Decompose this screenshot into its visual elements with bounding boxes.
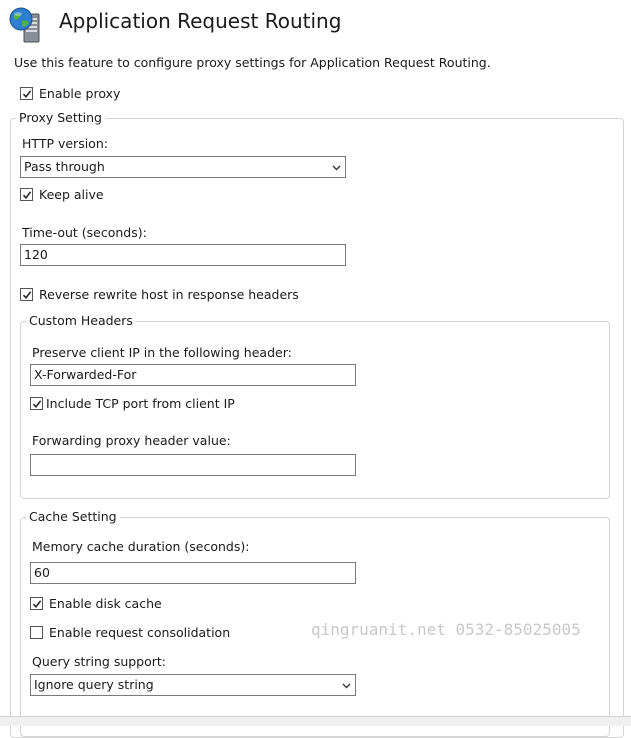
reverse-rewrite-checkbox-box[interactable] bbox=[20, 288, 33, 301]
watermark-text: qingruanit.net 0532-85025005 bbox=[311, 620, 581, 639]
keep-alive-checkbox-box[interactable] bbox=[20, 188, 33, 201]
query-string-value: Ignore query string bbox=[34, 677, 154, 692]
enable-disk-cache-checkbox[interactable] bbox=[30, 596, 162, 611]
preserve-ip-input[interactable]: X-Forwarded-For bbox=[30, 364, 356, 386]
cache-setting-legend: Cache Setting bbox=[26, 509, 120, 524]
page-title: Application Request Routing bbox=[59, 9, 342, 33]
enable-proxy-checkbox-box[interactable] bbox=[20, 87, 33, 100]
enable-proxy-checkbox[interactable] bbox=[20, 86, 120, 101]
timeout-label: Time-out (seconds): bbox=[22, 225, 147, 240]
memory-cache-duration-input[interactable]: 60 bbox=[30, 562, 356, 584]
enable-disk-cache-label: Enable disk cache bbox=[49, 596, 162, 611]
query-string-select[interactable] bbox=[30, 674, 356, 696]
proxy-setting-legend: Proxy Setting bbox=[16, 110, 105, 125]
memory-cache-duration-label: Memory cache duration (seconds): bbox=[32, 539, 250, 554]
chevron-down-icon bbox=[332, 163, 341, 172]
enable-request-consolidation-checkbox[interactable] bbox=[30, 625, 230, 640]
custom-headers-legend: Custom Headers bbox=[26, 313, 136, 328]
checkmark-icon bbox=[22, 290, 32, 300]
query-string-label: Query string support: bbox=[32, 654, 167, 669]
enable-proxy-label: Enable proxy bbox=[39, 86, 121, 101]
timeout-input[interactable]: 120 bbox=[20, 244, 346, 266]
preserve-ip-label: Preserve client IP in the following header: bbox=[32, 345, 292, 360]
include-tcp-port-checkbox-box[interactable] bbox=[30, 397, 43, 410]
reverse-rewrite-label: Reverse rewrite host in response headers bbox=[39, 287, 299, 302]
enable-request-consolidation-checkbox-box[interactable] bbox=[30, 626, 43, 639]
include-tcp-port-label: Include TCP port from client IP bbox=[46, 396, 235, 411]
keep-alive-checkbox[interactable] bbox=[20, 187, 104, 202]
http-version-select[interactable] bbox=[20, 156, 346, 178]
http-version-label: HTTP version: bbox=[22, 136, 108, 151]
keep-alive-label: Keep alive bbox=[39, 187, 104, 202]
include-tcp-port-checkbox[interactable] bbox=[30, 396, 235, 411]
forwarding-header-input[interactable] bbox=[30, 454, 356, 476]
checkmark-icon bbox=[32, 399, 42, 409]
checkmark-icon bbox=[22, 190, 32, 200]
http-version-value: Pass through bbox=[24, 159, 105, 174]
forwarding-header-label: Forwarding proxy header value: bbox=[32, 433, 231, 448]
page-description: Use this feature to configure proxy settings for Application Request Routing. bbox=[14, 55, 491, 70]
chevron-down-icon bbox=[342, 681, 351, 690]
checkmark-icon bbox=[22, 89, 32, 99]
enable-disk-cache-checkbox-box[interactable] bbox=[30, 597, 43, 610]
checkmark-icon bbox=[32, 599, 42, 609]
reverse-rewrite-checkbox[interactable] bbox=[20, 287, 299, 302]
enable-request-consolidation-label: Enable request consolidation bbox=[49, 625, 231, 640]
globe-server-icon bbox=[8, 6, 44, 44]
